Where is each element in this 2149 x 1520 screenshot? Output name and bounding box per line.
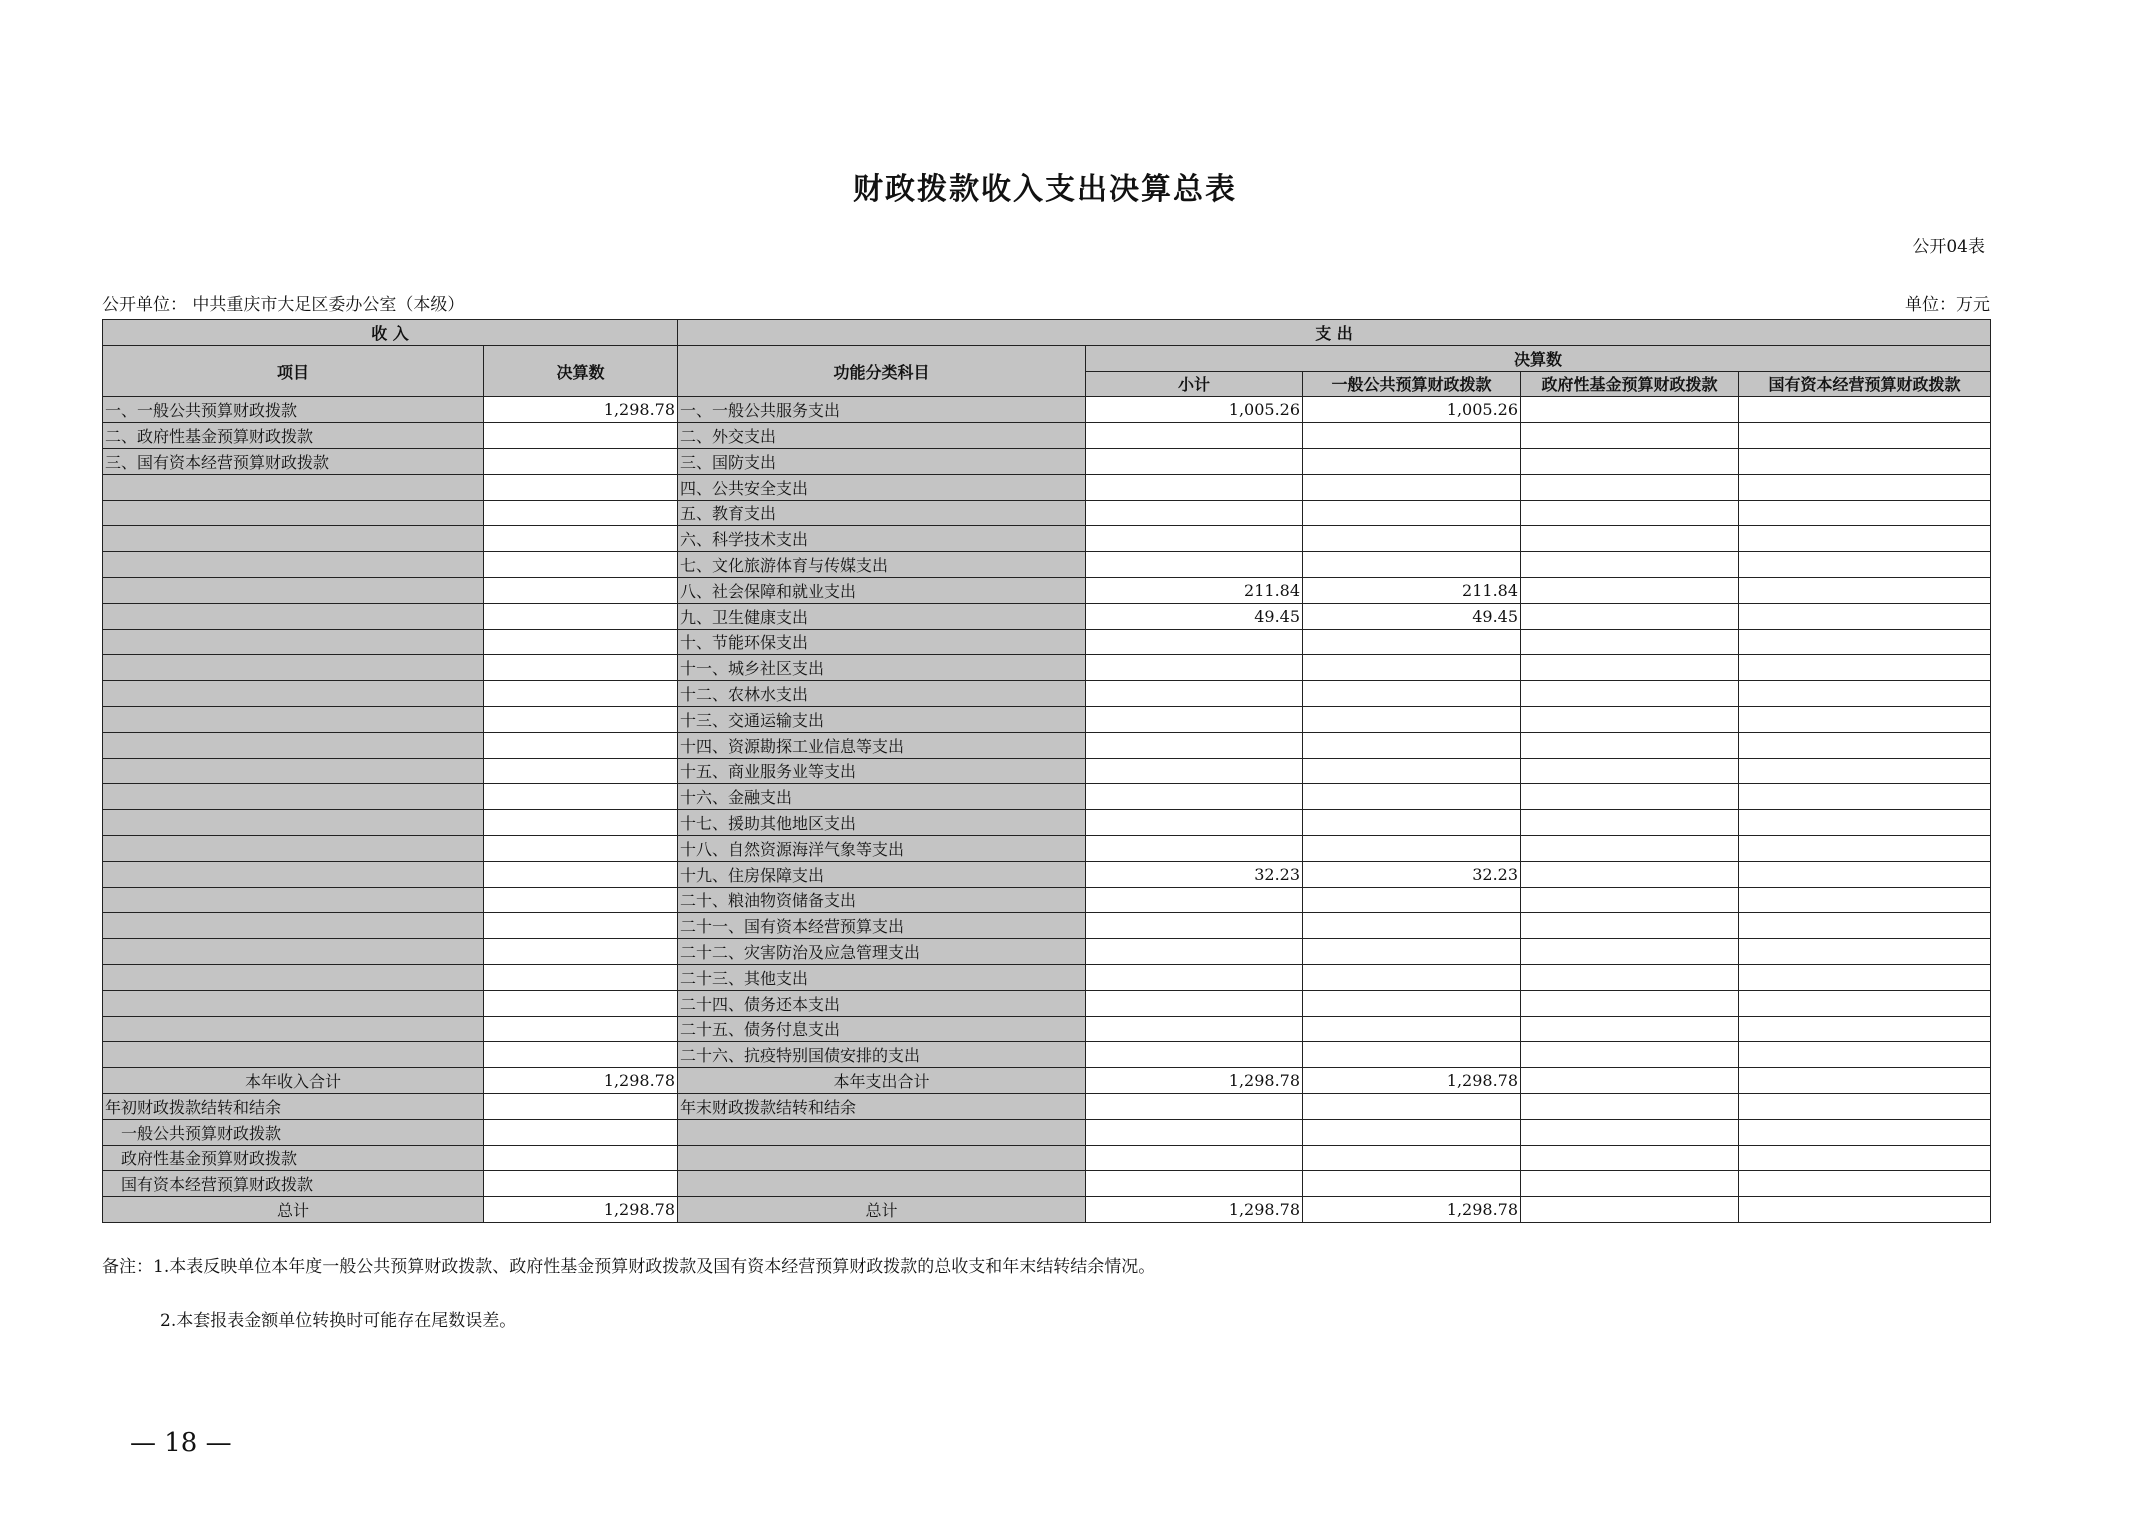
soe-capital-cell xyxy=(1739,758,1991,784)
soe-capital-cell xyxy=(1739,784,1991,810)
table-row xyxy=(103,1042,1991,1068)
general-budget-cell xyxy=(1303,629,1521,655)
header-row-2 xyxy=(103,345,1991,371)
gov-fund-cell xyxy=(1521,835,1739,861)
income-amount-cell xyxy=(484,500,678,526)
gov-fund-cell xyxy=(1521,784,1739,810)
carryover-subtotal xyxy=(1086,1171,1303,1197)
general-budget-cell: 211.84 xyxy=(1303,577,1521,603)
subtotal-cell xyxy=(1086,732,1303,758)
gov-fund-cell xyxy=(1521,810,1739,836)
income-item-cell xyxy=(103,474,484,500)
carryover-row xyxy=(103,1119,1991,1145)
income-header: 收 入 xyxy=(103,320,678,346)
expense-item-cell: 二十五、债务付息支出 xyxy=(678,1016,1086,1042)
expense-item-cell: 十五、商业服务业等支出 xyxy=(678,758,1086,784)
subtotal-cell: 32.23 xyxy=(1086,861,1303,887)
income-amount-cell xyxy=(484,474,678,500)
subtotal-cell xyxy=(1086,964,1303,990)
carryover-income-item: 国有资本经营预算财政拨款 xyxy=(103,1171,484,1197)
income-item-cell xyxy=(103,964,484,990)
gov-fund-cell xyxy=(1521,448,1739,474)
soe-capital-cell xyxy=(1739,603,1991,629)
income-amount-cell xyxy=(484,913,678,939)
soe-capital-cell xyxy=(1739,1042,1991,1068)
gov-fund-cell xyxy=(1521,500,1739,526)
general-budget-cell xyxy=(1303,1042,1521,1068)
subtotal-cell xyxy=(1086,474,1303,500)
soe-capital-cell xyxy=(1739,1016,1991,1042)
grand-total-row xyxy=(103,1197,1991,1223)
income-item-cell xyxy=(103,577,484,603)
gov-fund-cell xyxy=(1521,706,1739,732)
general-budget-cell xyxy=(1303,887,1521,913)
soe-capital-total xyxy=(1739,1068,1991,1094)
income-item-cell xyxy=(103,681,484,707)
income-item-cell xyxy=(103,655,484,681)
soe-capital-cell xyxy=(1739,913,1991,939)
soe-capital-cell xyxy=(1739,552,1991,578)
general-budget-cell xyxy=(1303,939,1521,965)
note-1: 备注：1.本表反映单位本年度一般公共预算财政拨款、政府性基金预算财政拨款及国有资本经营预算财政拨款的总收支和年末结转结余情况。 xyxy=(102,1257,1156,1277)
gov-fund-cell xyxy=(1521,423,1739,449)
header-row-1 xyxy=(103,320,1991,346)
subtotal-cell xyxy=(1086,552,1303,578)
carryover-subtotal xyxy=(1086,1119,1303,1145)
expense-item-cell: 十一、城乡社区支出 xyxy=(678,655,1086,681)
expense-item-cell: 十、节能环保支出 xyxy=(678,629,1086,655)
general-budget-cell xyxy=(1303,500,1521,526)
carryover-income-amount xyxy=(484,1093,678,1119)
carryover-expense-item xyxy=(678,1119,1086,1145)
table-row xyxy=(103,577,1991,603)
expense-item-cell: 十八、自然资源海洋气象等支出 xyxy=(678,835,1086,861)
soe-capital-cell xyxy=(1739,706,1991,732)
gov-fund-cell xyxy=(1521,526,1739,552)
expense-item-cell: 十九、住房保障支出 xyxy=(678,861,1086,887)
gov-fund-header: 政府性基金预算财政拨款 xyxy=(1521,371,1739,397)
income-item-cell xyxy=(103,629,484,655)
table-row xyxy=(103,913,1991,939)
gov-fund-cell xyxy=(1521,913,1739,939)
income-item-cell xyxy=(103,810,484,836)
subtotal-cell xyxy=(1086,810,1303,836)
carryover-subtotal xyxy=(1086,1145,1303,1171)
form-number: 公开04表 xyxy=(1912,237,1985,257)
subtotal-cell xyxy=(1086,681,1303,707)
subtotal-cell xyxy=(1086,655,1303,681)
income-amount-cell xyxy=(484,861,678,887)
carryover-income-item: 一般公共预算财政拨款 xyxy=(103,1119,484,1145)
carryover-income-item: 政府性基金预算财政拨款 xyxy=(103,1145,484,1171)
carryover-income-item: 年初财政拨款结转和结余 xyxy=(103,1093,484,1119)
expense-item-cell: 十七、援助其他地区支出 xyxy=(678,810,1086,836)
income-item-cell: 三、国有资本经营预算财政拨款 xyxy=(103,448,484,474)
expense-item-cell: 十四、资源勘探工业信息等支出 xyxy=(678,732,1086,758)
subtotal-cell xyxy=(1086,1042,1303,1068)
page-title: 财政拨款收入支出决算总表 xyxy=(853,172,1237,207)
general-budget-cell xyxy=(1303,990,1521,1016)
subtotal-cell xyxy=(1086,448,1303,474)
subtotal-cell xyxy=(1086,913,1303,939)
gov-fund-total xyxy=(1521,1068,1739,1094)
table-row xyxy=(103,603,1991,629)
soe-capital-total xyxy=(1739,1197,1991,1223)
expense-item-cell: 二十、粮油物资储备支出 xyxy=(678,887,1086,913)
gov-fund-cell xyxy=(1521,629,1739,655)
subtotal-cell xyxy=(1086,887,1303,913)
table-row xyxy=(103,835,1991,861)
table-row xyxy=(103,990,1991,1016)
income-amount-cell xyxy=(484,835,678,861)
carryover-expense-item xyxy=(678,1171,1086,1197)
expense-item-cell: 二十六、抗疫特别国债安排的支出 xyxy=(678,1042,1086,1068)
expense-item-cell: 十六、金融支出 xyxy=(678,784,1086,810)
income-item-cell xyxy=(103,1042,484,1068)
subtotal-cell xyxy=(1086,758,1303,784)
table-row xyxy=(103,887,1991,913)
table-row xyxy=(103,552,1991,578)
income-total-amount: 1,298.78 xyxy=(484,1197,678,1223)
carryover-row xyxy=(103,1093,1991,1119)
income-item-cell xyxy=(103,706,484,732)
soe-capital-cell xyxy=(1739,655,1991,681)
income-total-label: 本年收入合计 xyxy=(103,1068,484,1094)
income-amount-cell xyxy=(484,655,678,681)
carryover-soe xyxy=(1739,1145,1991,1171)
income-item-cell xyxy=(103,552,484,578)
subtotal-cell xyxy=(1086,423,1303,449)
income-item-cell xyxy=(103,939,484,965)
income-amount-cell xyxy=(484,577,678,603)
income-item-cell: 二、政府性基金预算财政拨款 xyxy=(103,423,484,449)
carryover-gov-fund xyxy=(1521,1119,1739,1145)
table-row xyxy=(103,629,1991,655)
soe-capital-cell xyxy=(1739,681,1991,707)
general-budget-cell xyxy=(1303,526,1521,552)
function-item-header: 功能分类科目 xyxy=(678,345,1086,397)
expense-item-cell: 七、文化旅游体育与传媒支出 xyxy=(678,552,1086,578)
expense-item-cell: 五、教育支出 xyxy=(678,500,1086,526)
income-item-cell xyxy=(103,990,484,1016)
table-row xyxy=(103,758,1991,784)
currency-unit: 单位：万元 xyxy=(1905,295,1990,315)
carryover-soe xyxy=(1739,1171,1991,1197)
income-amount-cell: 1,298.78 xyxy=(484,397,678,423)
general-budget-cell xyxy=(1303,681,1521,707)
income-item-cell xyxy=(103,835,484,861)
table-row xyxy=(103,526,1991,552)
gov-fund-cell xyxy=(1521,990,1739,1016)
subtotal-total: 1,298.78 xyxy=(1086,1068,1303,1094)
income-item-cell xyxy=(103,732,484,758)
gov-fund-cell xyxy=(1521,603,1739,629)
subtotal-total: 1,298.78 xyxy=(1086,1197,1303,1223)
income-amount-cell xyxy=(484,964,678,990)
carryover-income-amount xyxy=(484,1171,678,1197)
expense-total-label: 本年支出合计 xyxy=(678,1068,1086,1094)
income-item-cell xyxy=(103,1016,484,1042)
income-amount-cell xyxy=(484,706,678,732)
item-header: 项目 xyxy=(103,345,484,397)
general-budget-total: 1,298.78 xyxy=(1303,1197,1521,1223)
income-amount-cell xyxy=(484,448,678,474)
income-amount-cell xyxy=(484,1016,678,1042)
expense-item-cell: 二十一、国有资本经营预算支出 xyxy=(678,913,1086,939)
gov-fund-cell xyxy=(1521,397,1739,423)
carryover-gov-fund xyxy=(1521,1145,1739,1171)
soe-capital-cell xyxy=(1739,887,1991,913)
income-amount-cell xyxy=(484,732,678,758)
general-budget-cell xyxy=(1303,1016,1521,1042)
carryover-expense-item: 年末财政拨款结转和结余 xyxy=(678,1093,1086,1119)
expense-item-cell: 八、社会保障和就业支出 xyxy=(678,577,1086,603)
income-item-cell: 一、一般公共预算财政拨款 xyxy=(103,397,484,423)
gov-fund-cell xyxy=(1521,861,1739,887)
gov-fund-cell xyxy=(1521,964,1739,990)
carryover-general xyxy=(1303,1145,1521,1171)
income-amount-cell xyxy=(484,784,678,810)
carryover-income-amount xyxy=(484,1145,678,1171)
general-budget-cell xyxy=(1303,732,1521,758)
income-total-amount: 1,298.78 xyxy=(484,1068,678,1094)
carryover-gov-fund xyxy=(1521,1093,1739,1119)
table-row xyxy=(103,681,1991,707)
carryover-row xyxy=(103,1145,1991,1171)
table-row xyxy=(103,732,1991,758)
gov-fund-cell xyxy=(1521,1016,1739,1042)
gov-fund-cell xyxy=(1521,552,1739,578)
income-amount-cell xyxy=(484,681,678,707)
general-budget-cell xyxy=(1303,758,1521,784)
expense-total-label: 总计 xyxy=(678,1197,1086,1223)
expense-item-cell: 九、卫生健康支出 xyxy=(678,603,1086,629)
general-budget-cell xyxy=(1303,835,1521,861)
soe-capital-cell xyxy=(1739,397,1991,423)
general-budget-cell xyxy=(1303,706,1521,732)
soe-capital-cell xyxy=(1739,861,1991,887)
expense-item-cell: 二十二、灾害防治及应急管理支出 xyxy=(678,939,1086,965)
general-budget-total: 1,298.78 xyxy=(1303,1068,1521,1094)
subtotal-cell: 211.84 xyxy=(1086,577,1303,603)
expense-item-cell: 二十四、债务还本支出 xyxy=(678,990,1086,1016)
table-row xyxy=(103,810,1991,836)
income-amount-cell xyxy=(484,423,678,449)
final-amount-header: 决算数 xyxy=(1086,345,1991,371)
general-budget-cell: 1,005.26 xyxy=(1303,397,1521,423)
soe-capital-header: 国有资本经营预算财政拨款 xyxy=(1739,371,1991,397)
soe-capital-cell xyxy=(1739,577,1991,603)
expense-item-cell: 二、外交支出 xyxy=(678,423,1086,449)
subtotal-header: 小计 xyxy=(1086,371,1303,397)
expense-header: 支 出 xyxy=(678,320,1991,346)
gov-fund-cell xyxy=(1521,1042,1739,1068)
income-item-cell xyxy=(103,603,484,629)
year-total-row xyxy=(103,1068,1991,1094)
expense-item-cell: 六、科学技术支出 xyxy=(678,526,1086,552)
gov-fund-cell xyxy=(1521,939,1739,965)
subtotal-cell xyxy=(1086,526,1303,552)
income-item-cell xyxy=(103,913,484,939)
carryover-income-amount xyxy=(484,1119,678,1145)
income-item-cell xyxy=(103,500,484,526)
table-row xyxy=(103,397,1991,423)
income-item-cell xyxy=(103,861,484,887)
soe-capital-cell xyxy=(1739,423,1991,449)
table-row xyxy=(103,706,1991,732)
gov-fund-cell xyxy=(1521,887,1739,913)
subtotal-cell xyxy=(1086,784,1303,810)
expense-item-cell: 一、一般公共服务支出 xyxy=(678,397,1086,423)
table-row xyxy=(103,964,1991,990)
carryover-general xyxy=(1303,1119,1521,1145)
soe-capital-cell xyxy=(1739,448,1991,474)
page-number: — 18 — xyxy=(130,1428,232,1458)
income-amount-cell xyxy=(484,629,678,655)
subtotal-cell: 1,005.26 xyxy=(1086,397,1303,423)
general-budget-header: 一般公共预算财政拨款 xyxy=(1303,371,1521,397)
soe-capital-cell xyxy=(1739,835,1991,861)
soe-capital-cell xyxy=(1739,474,1991,500)
income-amount-cell xyxy=(484,939,678,965)
table-row xyxy=(103,448,1991,474)
carryover-soe xyxy=(1739,1093,1991,1119)
soe-capital-cell xyxy=(1739,732,1991,758)
soe-capital-cell xyxy=(1739,990,1991,1016)
income-amount-cell xyxy=(484,526,678,552)
income-item-cell xyxy=(103,784,484,810)
general-budget-cell xyxy=(1303,655,1521,681)
income-item-cell xyxy=(103,758,484,784)
note-2: 2.本套报表金额单位转换时可能存在尾数误差。 xyxy=(160,1311,517,1331)
expense-item-cell: 三、国防支出 xyxy=(678,448,1086,474)
gov-fund-cell xyxy=(1521,474,1739,500)
subtotal-cell xyxy=(1086,1016,1303,1042)
soe-capital-cell xyxy=(1739,964,1991,990)
income-amount-cell xyxy=(484,990,678,1016)
budget-summary-table xyxy=(102,319,1991,1223)
soe-capital-cell xyxy=(1739,500,1991,526)
gov-fund-cell xyxy=(1521,577,1739,603)
reporting-organization: 公开单位： 中共重庆市大足区委办公室（本级） xyxy=(102,295,465,315)
carryover-gov-fund xyxy=(1521,1171,1739,1197)
subtotal-cell xyxy=(1086,500,1303,526)
soe-capital-cell xyxy=(1739,939,1991,965)
table-row xyxy=(103,939,1991,965)
table-row xyxy=(103,1016,1991,1042)
table-row xyxy=(103,861,1991,887)
expense-item-cell: 四、公共安全支出 xyxy=(678,474,1086,500)
amount-header: 决算数 xyxy=(484,345,678,397)
carryover-general xyxy=(1303,1171,1521,1197)
subtotal-cell xyxy=(1086,835,1303,861)
subtotal-cell xyxy=(1086,706,1303,732)
soe-capital-cell xyxy=(1739,526,1991,552)
subtotal-cell xyxy=(1086,629,1303,655)
carryover-soe xyxy=(1739,1119,1991,1145)
gov-fund-cell xyxy=(1521,681,1739,707)
income-amount-cell xyxy=(484,887,678,913)
table-body xyxy=(103,397,1991,1223)
carryover-expense-item xyxy=(678,1145,1086,1171)
general-budget-cell xyxy=(1303,423,1521,449)
subtotal-cell: 49.45 xyxy=(1086,603,1303,629)
table-row xyxy=(103,474,1991,500)
income-amount-cell xyxy=(484,552,678,578)
income-amount-cell xyxy=(484,603,678,629)
gov-fund-cell xyxy=(1521,758,1739,784)
general-budget-cell: 49.45 xyxy=(1303,603,1521,629)
general-budget-cell xyxy=(1303,552,1521,578)
general-budget-cell: 32.23 xyxy=(1303,861,1521,887)
income-item-cell xyxy=(103,526,484,552)
income-amount-cell xyxy=(484,758,678,784)
income-total-label: 总计 xyxy=(103,1197,484,1223)
soe-capital-cell xyxy=(1739,629,1991,655)
table-row xyxy=(103,423,1991,449)
income-amount-cell xyxy=(484,1042,678,1068)
subtotal-cell xyxy=(1086,990,1303,1016)
expense-item-cell: 二十三、其他支出 xyxy=(678,964,1086,990)
general-budget-cell xyxy=(1303,964,1521,990)
gov-fund-cell xyxy=(1521,655,1739,681)
table-row xyxy=(103,655,1991,681)
carryover-general xyxy=(1303,1093,1521,1119)
expense-item-cell: 十二、农林水支出 xyxy=(678,681,1086,707)
gov-fund-total xyxy=(1521,1197,1739,1223)
general-budget-cell xyxy=(1303,810,1521,836)
income-amount-cell xyxy=(484,810,678,836)
general-budget-cell xyxy=(1303,448,1521,474)
table-row xyxy=(103,500,1991,526)
carryover-row xyxy=(103,1171,1991,1197)
general-budget-cell xyxy=(1303,474,1521,500)
carryover-subtotal xyxy=(1086,1093,1303,1119)
general-budget-cell xyxy=(1303,784,1521,810)
income-item-cell xyxy=(103,887,484,913)
subtotal-cell xyxy=(1086,939,1303,965)
general-budget-cell xyxy=(1303,913,1521,939)
expense-item-cell: 十三、交通运输支出 xyxy=(678,706,1086,732)
table-row xyxy=(103,784,1991,810)
gov-fund-cell xyxy=(1521,732,1739,758)
soe-capital-cell xyxy=(1739,810,1991,836)
